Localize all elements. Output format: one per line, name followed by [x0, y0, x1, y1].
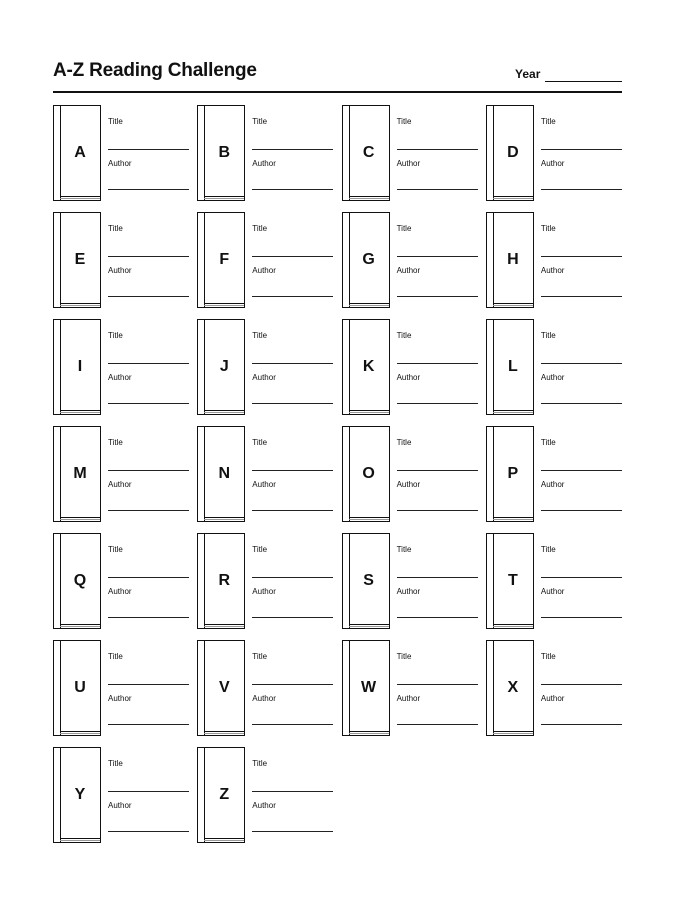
book-icon	[486, 533, 534, 629]
book-pages	[60, 196, 100, 197]
book-letter: K	[362, 358, 375, 375]
book-icon	[197, 105, 245, 201]
book-letter: J	[219, 358, 229, 375]
title-field[interactable]	[252, 470, 333, 471]
book-pages-edge	[60, 412, 100, 413]
book-pages-edge	[60, 733, 100, 734]
book-icon	[342, 426, 390, 522]
book-icon	[53, 212, 101, 308]
title-field[interactable]	[252, 684, 333, 685]
book-pages-edge	[204, 198, 244, 199]
book-icon	[53, 426, 101, 522]
book-letter: D	[507, 144, 519, 161]
book-pages	[60, 838, 100, 839]
author-field[interactable]	[108, 724, 189, 725]
title-field[interactable]	[108, 684, 189, 685]
book-entry-s	[342, 533, 478, 629]
book-pages-edge	[349, 305, 389, 306]
book-icon	[197, 426, 245, 522]
title-field[interactable]	[252, 256, 333, 257]
book-pages-edge	[60, 840, 100, 841]
book-entry-h	[486, 212, 622, 308]
book-letter: N	[218, 465, 231, 482]
author-label: Author	[108, 587, 132, 596]
book-icon	[486, 212, 534, 308]
book-pages-edge	[349, 412, 389, 413]
author-label: Author	[108, 266, 132, 275]
title-label: Title	[396, 224, 412, 233]
author-label: Author	[396, 373, 421, 382]
author-field[interactable]	[108, 403, 189, 404]
author-field[interactable]	[541, 403, 622, 404]
book-pages-edge	[204, 519, 244, 520]
book-pages	[349, 731, 389, 732]
title-label: Title	[396, 652, 412, 661]
author-label: Author	[252, 801, 276, 810]
book-letter: O	[362, 465, 375, 482]
book-pages-edge	[204, 733, 244, 734]
title-label: Title	[540, 331, 556, 340]
author-label: Author	[108, 694, 132, 703]
title-field[interactable]	[252, 149, 333, 150]
title-label: Title	[252, 652, 268, 661]
author-field[interactable]	[108, 831, 189, 832]
title-field[interactable]	[541, 149, 622, 150]
book-letter: P	[507, 465, 519, 482]
book-pages	[493, 731, 533, 732]
title-field[interactable]	[397, 684, 478, 685]
book-entry-q	[53, 533, 189, 629]
book-pages	[204, 624, 244, 625]
book-icon	[197, 212, 245, 308]
book-icon	[197, 640, 245, 736]
title-field[interactable]	[108, 791, 189, 792]
author-field[interactable]	[541, 724, 622, 725]
book-pages-edge	[349, 519, 389, 520]
title-label: Title	[540, 652, 556, 661]
author-field[interactable]	[252, 617, 333, 618]
author-field[interactable]	[541, 189, 622, 190]
book-pages-edge	[493, 519, 533, 520]
author-field[interactable]	[252, 403, 333, 404]
book-pages-edge	[493, 198, 533, 199]
book-icon	[342, 533, 390, 629]
book-entry-j	[197, 319, 333, 415]
book-pages	[349, 517, 389, 518]
year-field[interactable]	[545, 81, 622, 82]
book-icon	[53, 533, 101, 629]
book-letter: H	[507, 251, 519, 268]
author-label: Author	[540, 159, 565, 168]
book-pages-edge	[60, 519, 100, 520]
author-field[interactable]	[397, 617, 478, 618]
book-icon	[342, 212, 390, 308]
author-label: Author	[252, 587, 276, 596]
book-pages	[349, 196, 389, 197]
book-entry-d	[486, 105, 622, 201]
author-label: Author	[108, 801, 132, 810]
title-field[interactable]	[397, 363, 478, 364]
book-letter: B	[218, 144, 231, 161]
book-entry-n	[197, 426, 333, 522]
author-field[interactable]	[541, 617, 622, 618]
book-pages	[349, 410, 389, 411]
book-letter: F	[219, 251, 230, 268]
book-pages-edge	[493, 733, 533, 734]
title-label: Title	[252, 545, 268, 554]
title-field[interactable]	[397, 149, 478, 150]
book-entry-x	[486, 640, 622, 736]
title-field[interactable]	[397, 256, 478, 257]
book-letter: A	[74, 144, 86, 161]
author-label: Author	[252, 159, 276, 168]
author-field[interactable]	[108, 617, 189, 618]
book-letter: W	[361, 679, 377, 696]
book-icon	[486, 105, 534, 201]
book-icon	[53, 640, 101, 736]
author-field[interactable]	[252, 831, 333, 832]
author-label: Author	[108, 480, 132, 489]
book-entry-c	[342, 105, 478, 201]
book-icon	[342, 105, 390, 201]
book-entry-m	[53, 426, 189, 522]
title-label: Title	[540, 224, 556, 233]
book-entry-r	[197, 533, 333, 629]
title-label: Title	[108, 331, 123, 340]
title-label: Title	[108, 545, 123, 554]
book-letter: S	[363, 572, 374, 589]
book-entry-f	[197, 212, 333, 308]
title-label: Title	[396, 117, 412, 126]
page-title: A-Z Reading Challenge	[53, 60, 257, 81]
author-label: Author	[540, 266, 565, 275]
book-entry-b	[197, 105, 333, 201]
title-label: Title	[252, 438, 268, 447]
book-pages-edge	[493, 412, 533, 413]
book-pages	[60, 624, 100, 625]
book-letter: R	[218, 572, 231, 589]
book-pages	[204, 196, 244, 197]
title-field[interactable]	[541, 684, 622, 685]
book-icon	[197, 533, 245, 629]
book-entry-a	[53, 105, 189, 201]
title-field[interactable]	[541, 470, 622, 471]
book-icon	[486, 426, 534, 522]
book-letter: M	[73, 465, 87, 482]
title-field[interactable]	[541, 256, 622, 257]
book-pages	[60, 410, 100, 411]
book-pages	[349, 624, 389, 625]
book-entry-v	[197, 640, 333, 736]
book-letter: Q	[73, 572, 87, 589]
author-label: Author	[252, 480, 276, 489]
year-label: Year	[515, 67, 541, 81]
book-letter: I	[77, 358, 83, 375]
author-label: Author	[252, 266, 276, 275]
title-label: Title	[108, 117, 123, 126]
author-label: Author	[252, 694, 276, 703]
title-field[interactable]	[252, 791, 333, 792]
author-label: Author	[108, 159, 132, 168]
book-pages	[493, 410, 533, 411]
book-pages	[204, 303, 244, 304]
title-label: Title	[108, 759, 123, 768]
book-letter: U	[74, 679, 86, 696]
book-pages	[204, 838, 244, 839]
book-entry-w	[342, 640, 478, 736]
book-pages-edge	[204, 305, 244, 306]
book-pages-edge	[204, 626, 244, 627]
book-icon	[53, 105, 101, 201]
book-entry-t	[486, 533, 622, 629]
author-label: Author	[540, 694, 565, 703]
title-label: Title	[540, 545, 556, 554]
title-label: Title	[108, 438, 123, 447]
book-letter: Y	[74, 786, 86, 803]
book-icon	[342, 640, 390, 736]
book-entry-i	[53, 319, 189, 415]
author-label: Author	[396, 266, 421, 275]
book-pages-edge	[60, 626, 100, 627]
title-label: Title	[396, 545, 412, 554]
book-letter: C	[362, 144, 375, 161]
book-pages	[493, 624, 533, 625]
book-letter: T	[508, 572, 518, 589]
title-field[interactable]	[541, 577, 622, 578]
title-label: Title	[396, 331, 412, 340]
book-pages	[204, 731, 244, 732]
book-letter: L	[508, 358, 518, 375]
title-field[interactable]	[108, 363, 189, 364]
book-pages	[60, 517, 100, 518]
title-label: Title	[540, 438, 556, 447]
author-field[interactable]	[397, 510, 478, 511]
header-divider	[53, 91, 622, 93]
book-entry-o	[342, 426, 478, 522]
book-icon	[53, 747, 101, 843]
author-label: Author	[396, 694, 421, 703]
author-label: Author	[540, 480, 565, 489]
book-icon	[342, 319, 390, 415]
book-pages	[60, 303, 100, 304]
book-pages-edge	[493, 305, 533, 306]
book-pages-edge	[349, 733, 389, 734]
author-label: Author	[396, 159, 421, 168]
book-letter: E	[74, 251, 86, 268]
book-pages-edge	[60, 305, 100, 306]
book-letter: Z	[219, 786, 230, 803]
title-label: Title	[108, 652, 123, 661]
book-entry-k	[342, 319, 478, 415]
book-pages-edge	[493, 626, 533, 627]
title-label: Title	[252, 117, 268, 126]
title-field[interactable]	[397, 577, 478, 578]
title-label: Title	[252, 759, 268, 768]
book-entry-g	[342, 212, 478, 308]
title-field[interactable]	[108, 470, 189, 471]
book-pages	[60, 731, 100, 732]
book-pages	[493, 303, 533, 304]
author-label: Author	[396, 587, 421, 596]
author-field[interactable]	[397, 296, 478, 297]
author-field[interactable]	[252, 510, 333, 511]
author-field[interactable]	[541, 296, 622, 297]
book-icon	[53, 319, 101, 415]
book-pages	[349, 303, 389, 304]
book-icon	[486, 640, 534, 736]
book-pages-edge	[60, 198, 100, 199]
author-field[interactable]	[252, 189, 333, 190]
book-pages	[493, 196, 533, 197]
author-label: Author	[540, 587, 565, 596]
author-field[interactable]	[397, 403, 478, 404]
author-field[interactable]	[397, 189, 478, 190]
title-field[interactable]	[108, 256, 189, 257]
author-label: Author	[108, 373, 132, 382]
title-field[interactable]	[252, 363, 333, 364]
book-pages	[204, 410, 244, 411]
author-field[interactable]	[541, 510, 622, 511]
author-field[interactable]	[252, 296, 333, 297]
book-letter: G	[362, 251, 375, 268]
author-field[interactable]	[108, 510, 189, 511]
title-field[interactable]	[541, 363, 622, 364]
book-icon	[197, 319, 245, 415]
book-entry-l	[486, 319, 622, 415]
book-icon	[197, 747, 245, 843]
title-field[interactable]	[108, 577, 189, 578]
book-pages-edge	[349, 198, 389, 199]
title-field[interactable]	[252, 577, 333, 578]
book-pages	[493, 517, 533, 518]
book-pages	[204, 517, 244, 518]
book-entry-u	[53, 640, 189, 736]
book-pages-edge	[349, 626, 389, 627]
book-entry-e	[53, 212, 189, 308]
author-field[interactable]	[108, 296, 189, 297]
title-label: Title	[540, 117, 556, 126]
author-field[interactable]	[108, 189, 189, 190]
author-field[interactable]	[397, 724, 478, 725]
book-grid	[53, 105, 622, 843]
book-entry-p	[486, 426, 622, 522]
book-entry-y	[53, 747, 189, 843]
book-letter: X	[507, 679, 519, 696]
author-label: Author	[252, 373, 276, 382]
author-label: Author	[396, 480, 421, 489]
title-label: Title	[396, 438, 412, 447]
title-label: Title	[108, 224, 123, 233]
book-pages-edge	[204, 412, 244, 413]
title-label: Title	[252, 331, 268, 340]
title-field[interactable]	[397, 470, 478, 471]
book-pages-edge	[204, 840, 244, 841]
book-icon	[486, 319, 534, 415]
author-label: Author	[540, 373, 565, 382]
author-field[interactable]	[252, 724, 333, 725]
title-field[interactable]	[108, 149, 189, 150]
book-entry-z	[197, 747, 333, 843]
title-label: Title	[252, 224, 268, 233]
book-letter: V	[218, 679, 230, 696]
